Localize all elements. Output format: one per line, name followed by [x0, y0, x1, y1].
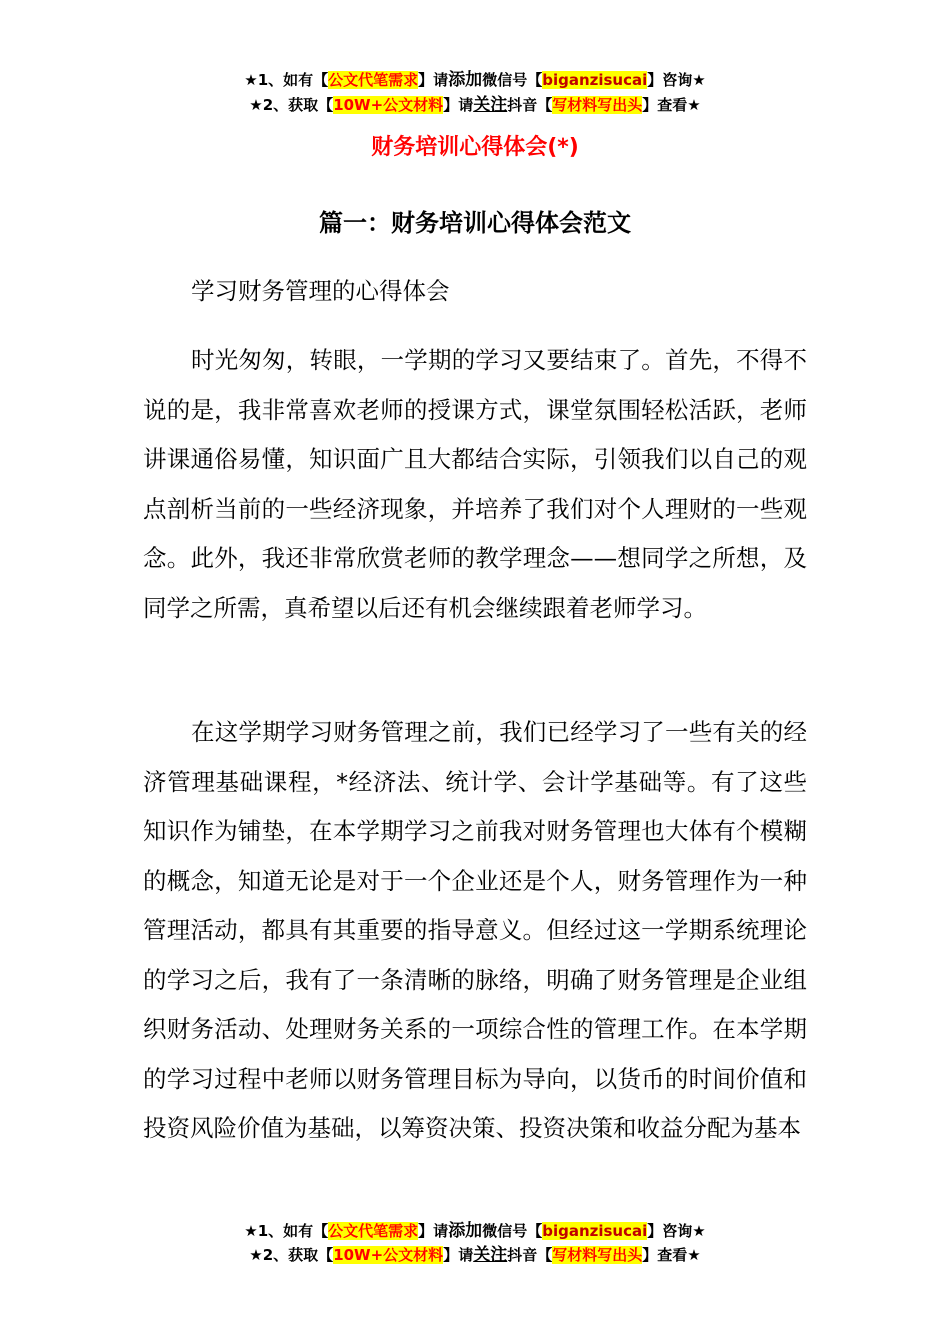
document-title: 财务培训心得体会(*)	[371, 135, 579, 160]
paragraph-2: 在这学期学习财务管理之前，我们已经学习了一些有关的经济管理基础课程，*经济法、统计学、会计学基础等。有了这些知识作为铺垫，在本学期学习之前我对财务管理也大体有个模糊的概念，知道无论是对于一个企业还是个人，财务管理作为一种管理活动，都具有其重要的指导意义。但经过这一学期系统理论的学习之后，我有了一条清晰的脉络，明确了财务管理是企业组织财务活动、处理财务关系的一项综合性的管理工作。在本学期的学习过程中老师以财务管理目标为导向，以货币的时间价值和投资风险价值为基础，以筹资决策、投资决策和收益分配为基本	[143, 718, 807, 1142]
header-promo-line-1: ★1、如有【公文代笔需求】请添加微信号【biganzisucai】咨询★	[244, 70, 706, 90]
footer-promo-line-2: ★2、获取【10W+公文材料】请关注抖音【写材料写出头】查看★	[249, 1245, 701, 1265]
header-promo-line-2: ★2、获取【10W+公文材料】请关注抖音【写材料写出头】查看★	[249, 95, 701, 115]
paragraph-1: 时光匆匆，转眼，一学期的学习又要结束了。首先，不得不说的是，我非常喜欢老师的授课方式，课堂氛围轻松活跃，老师讲课通俗易懂，知识面广且大都结合实际，引领我们以自己的观点剖析当前的一些经济现象，并培养了我们对个人理财的一些观念。此外，我还非常欣赏老师的教学理念——想同学之所想，及同学之所需，真希望以后还有机会继续跟着老师学习。	[143, 346, 807, 622]
promo-highlight: 公文代笔需求	[328, 71, 419, 89]
promo-highlight: 10W+公文材料	[333, 1246, 444, 1264]
douyin-highlight: 写材料写出头	[552, 96, 643, 114]
douyin-highlight: 写材料写出头	[552, 1246, 643, 1264]
footer-promo-line-1: ★1、如有【公文代笔需求】请添加微信号【biganzisucai】咨询★	[244, 1221, 706, 1241]
promo-highlight: 10W+公文材料	[333, 96, 444, 114]
section-heading: 篇一：财务培训心得体会范文	[319, 209, 631, 237]
wechat-id-highlight: biganzisucai	[542, 71, 648, 89]
promo-highlight: 公文代笔需求	[328, 1222, 419, 1240]
wechat-id-highlight: biganzisucai	[542, 1222, 648, 1240]
subtitle: 学习财务管理的心得体会	[191, 277, 450, 305]
